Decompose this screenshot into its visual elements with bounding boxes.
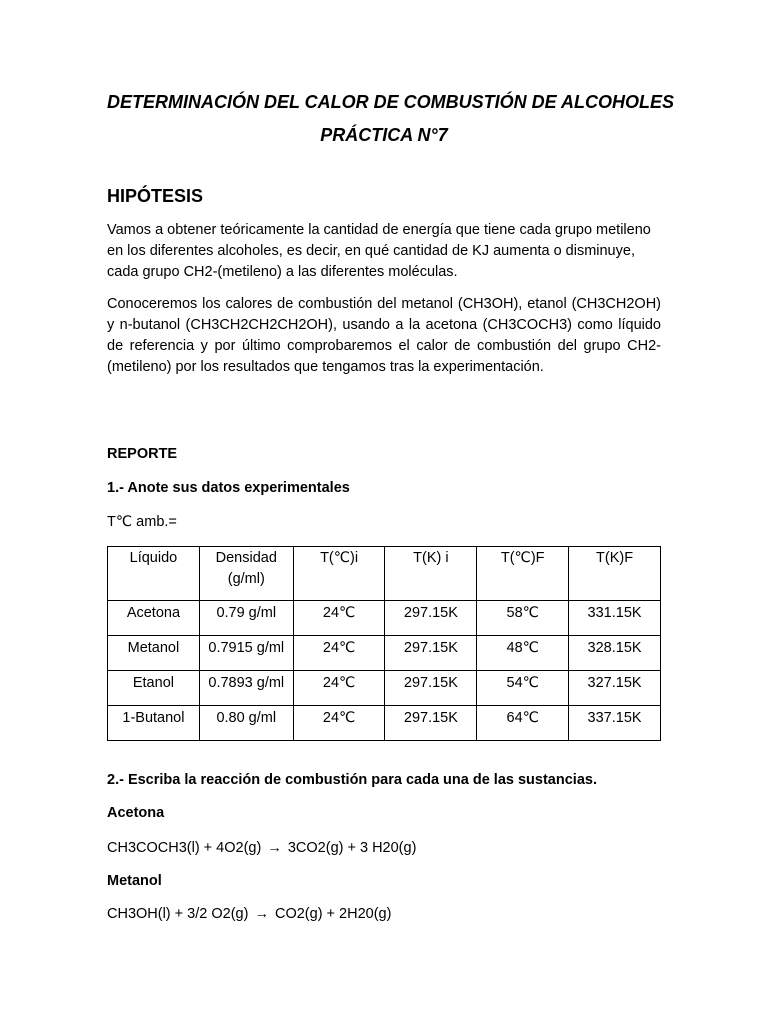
table-cell: 64℃ <box>477 706 569 741</box>
metanol-label: Metanol <box>107 873 162 889</box>
table-cell: 24℃ <box>293 636 385 671</box>
table-cell: 1-Butanol <box>108 706 200 741</box>
table-cell: 24℃ <box>293 671 385 706</box>
header-cell: Densidad (g/ml) <box>199 547 293 601</box>
arrow-right-icon: → <box>267 840 282 856</box>
reaction-products: CO2(g) + 2H20(g) <box>274 906 392 922</box>
acetona-label: Acetona <box>107 805 165 821</box>
header-cell: T(K) i <box>385 547 477 601</box>
table-cell: Acetona <box>108 601 200 636</box>
table-cell: 24℃ <box>293 601 385 636</box>
table-cell: 331.15K <box>569 601 661 636</box>
table-cell: 297.15K <box>385 706 477 741</box>
table-cell: 297.15K <box>385 601 477 636</box>
table-cell: Etanol <box>108 671 200 706</box>
header-cell: T(℃)i <box>293 547 385 601</box>
table-header-row <box>108 547 661 601</box>
table-row <box>108 706 661 741</box>
header-cell: Líquido <box>108 547 200 601</box>
arrow-right-icon: → <box>254 906 269 922</box>
reporte-heading: REPORTE <box>107 446 178 462</box>
table-row <box>108 671 661 706</box>
table-cell: 328.15K <box>569 636 661 671</box>
hipotesis-paragraph-2: Conoceremos los calores de combustión del metanol (CH3OH), etanol (CH3CH2OH) y n-butanol (CH3CH2CH2CH2OH), usando a la acetona (CH3COCH3) como líquido de referencia y por último comprobaremos el calor de combustión del grupo CH2-(metileno) por los resultados que tengamos tras la experimentación. <box>107 296 661 375</box>
reaction-products: 3CO2(g) + 3 H20(g) <box>287 840 417 856</box>
table-cell: 297.15K <box>385 671 477 706</box>
practice-number: PRÁCTICA N°7 <box>320 125 448 145</box>
reaction-reactants: CH3OH(l) + 3/2 O2(g) <box>107 906 249 922</box>
hipotesis-heading: HIPÓTESIS <box>107 186 204 206</box>
table-row <box>108 601 661 636</box>
table-cell: 337.15K <box>569 706 661 741</box>
table-cell: 54℃ <box>477 671 569 706</box>
table-cell: Metanol <box>108 636 200 671</box>
table-row <box>108 636 661 671</box>
table-cell: 0.7893 g/ml <box>199 671 293 706</box>
metanol-reaction <box>107 904 391 924</box>
table-cell: 0.79 g/ml <box>199 601 293 636</box>
table-cell: 24℃ <box>293 706 385 741</box>
hipotesis-paragraph-1: Vamos a obtener teóricamente la cantidad de energía que tiene cada grupo metileno en los diferentes alcoholes, es decir, en qué cantidad de KJ aumenta o disminuye, cada grupo CH2-(metileno) a las diferentes moléculas. <box>107 222 651 280</box>
reaction-reactants: CH3COCH3(l) + 4O2(g) <box>107 840 262 856</box>
document-title: DETERMINACIÓN DEL CALOR DE COMBUSTIÓN DE ALCOHOLES <box>107 92 675 112</box>
table-cell: 327.15K <box>569 671 661 706</box>
table-cell: 297.15K <box>385 636 477 671</box>
table-cell: 0.80 g/ml <box>199 706 293 741</box>
header-cell: T(K)F <box>569 547 661 601</box>
header-cell: T(℃)F <box>477 547 569 601</box>
table-cell: 48℃ <box>477 636 569 671</box>
experimental-data-table <box>107 546 661 741</box>
table-cell: 58℃ <box>477 601 569 636</box>
question-1: 1.- Anote sus datos experimentales <box>107 480 350 496</box>
ambient-temperature-label: T℃ amb.= <box>107 514 177 530</box>
question-2: 2.- Escriba la reacción de combustión para cada una de las sustancias. <box>107 772 597 788</box>
acetona-reaction <box>107 838 416 858</box>
table-cell: 0.7915 g/ml <box>199 636 293 671</box>
